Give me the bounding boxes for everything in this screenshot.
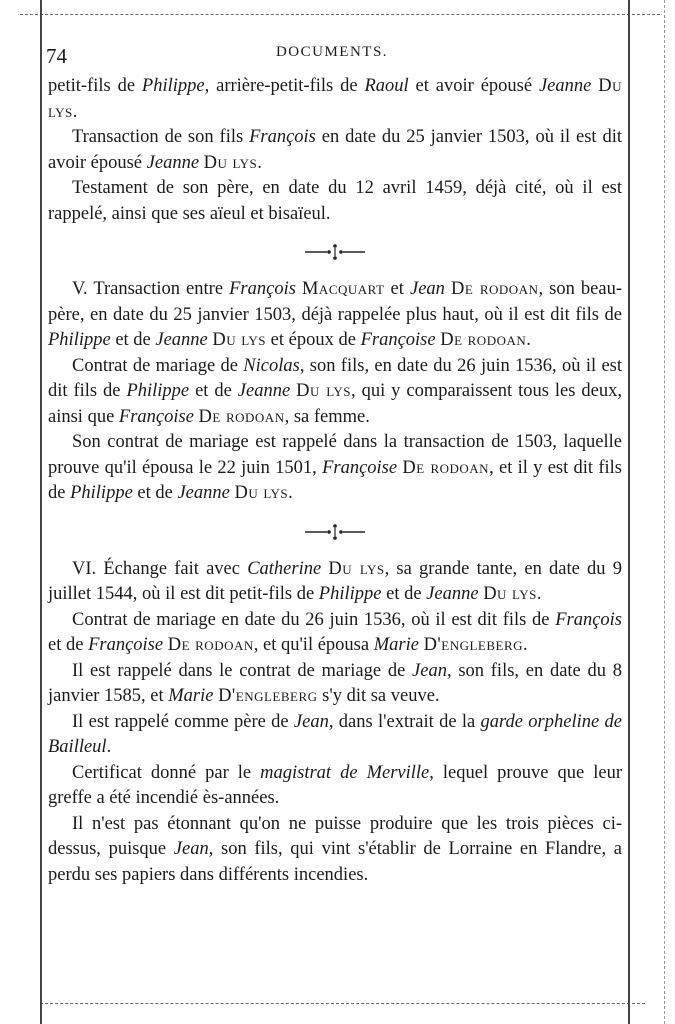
section-divider (48, 507, 622, 557)
fleuron-divider-icon (303, 242, 367, 262)
paragraph: Contrat de mariage de Nicolas, son fils, en date du 26 juin 1536, où il est dit fils de Philippe et de Jeanne Du lys, qui y comparaissent tous les deux, ainsi que Françoise De rodoan, sa femme. (48, 355, 622, 427)
paragraph: Il est rappelé dans le contrat de mariage de Jean, son fils, en date du 8 janvier 1585, et Marie D'engleberg s'y dit sa veuve. (48, 660, 622, 706)
paragraph: Transaction de son fils François en date du 25 janvier 1503, où il est dit avoir épousé Jeanne Du lys. (48, 127, 622, 173)
section-divider (48, 227, 622, 277)
running-title: DOCUMENTS. (275, 44, 389, 60)
page-header (46, 38, 618, 68)
paragraph: Son contrat de mariage est rappelé dans la transaction de 1503, laquelle prouve qu'il épousa le 22 juin 1501, Françoise De rodoan, et il y est dit fils de Philippe et de Jeanne Du lys. (48, 432, 622, 503)
fleuron-divider-icon (303, 522, 367, 542)
left-margin-rule (40, 0, 42, 1024)
bottom-dashed-rule (40, 1003, 645, 1004)
right-margin-rule (628, 0, 630, 1024)
top-dashed-rule (20, 14, 660, 15)
paragraph: V. Transaction entre François Macquart et Jean De rodoan, son beau-père, en date du 25 janvier 1503, déjà rappelée plus haut, où il est dit fils de Philippe et de Jeanne Du lys et époux de Françoise De rodoan. (48, 279, 622, 350)
paragraph: VI. Échange fait avec Catherine Du lys, sa grande tante, en date du 9 juillet 1544, où il est dit petit-fils de Philippe et de Jeanne Du lys. (48, 558, 622, 604)
paragraph: Il est rappelé comme père de Jean, dans l'extrait de la garde orpheline de Bailleul. (48, 711, 622, 757)
paragraph: petit-fils de Philippe, arrière-petit-fils de Raoul et avoir épousé Jeanne Du lys. (48, 76, 622, 122)
page-number: 74 (46, 44, 67, 68)
paragraph: Testament de son père, en date du 12 avril 1459, déjà cité, où il est rappelé, ainsi que ses aïeul et bisaïeul. (48, 178, 622, 224)
paragraph: Contrat de mariage en date du 26 juin 1536, où il est dit fils de François et de Françoise De rodoan, et qu'il épousa Marie D'engleberg. (48, 609, 622, 655)
paragraph: Il n'est pas étonnant qu'on ne puisse produire que les trois pièces ci-dessus, puisque Jean, son fils, qui vint s'établir de Lorraine en Flandre, a perdu ses papiers dans différents incendies. (48, 813, 622, 885)
paragraph: Certificat donné par le magistrat de Merville, lequel prouve que leur greffe a été incendié ès-années. (48, 762, 623, 808)
document-body (48, 74, 622, 888)
page-edge-rule (664, 0, 665, 1024)
